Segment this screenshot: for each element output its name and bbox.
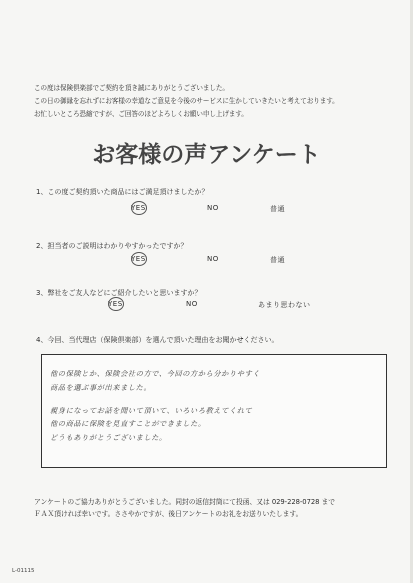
footer-line-2: ＦＡＸ頂ければ幸いです。ささやかですが、後日アンケートのお礼をお送りいたします。 bbox=[34, 510, 303, 518]
intro-line-2: この日の御縁を忘れずにお客様の幸道なご意見を今後のサービスに生かしていきたいと考えております。 bbox=[34, 97, 339, 105]
intro-text bbox=[34, 82, 394, 121]
q1-option-no[interactable]: NO bbox=[207, 204, 219, 212]
question-2: 2、担当者のご説明はわかりやすかったですか？ bbox=[36, 242, 188, 250]
q2-option-no[interactable]: NO bbox=[207, 255, 219, 263]
q3-option-no[interactable]: NO bbox=[186, 300, 198, 308]
question-1: 1、この度ご契約頂いた商品にはご満足頂けましたか？ bbox=[36, 188, 209, 196]
q2-selected-mark bbox=[131, 252, 147, 266]
answer-line-5: どうもありがとうございました。 bbox=[50, 433, 167, 442]
intro-line-3: お忙しいところ恐縮ですが、ご回答のほどよろしくお願い申し上げます。 bbox=[34, 110, 248, 118]
answer-line-3: 親身になってお話を聞いて頂いて、いろいろ教えてくれて bbox=[50, 406, 253, 415]
q3-option-not-really[interactable]: あまり思わない bbox=[258, 301, 311, 309]
question-4: 4、今回、当代理店（保険倶楽部）を選んで頂いた理由をお聞かせください。 bbox=[36, 336, 279, 344]
answer-line-1: 他の保険とか、保険会社の方で、今回の方から分かりやすく bbox=[50, 369, 261, 378]
q1-option-yes[interactable]: YES bbox=[131, 204, 146, 212]
q3-option-yes[interactable]: YES bbox=[108, 300, 123, 308]
q2-option-normal[interactable]: 普通 bbox=[270, 256, 285, 264]
footer-line-1: アンケートのご協力ありがとうございました。同封の返信封筒にて投函、又は 029-228-0728 まで bbox=[34, 498, 335, 506]
footer-text bbox=[34, 496, 404, 520]
question-3: 3、弊社をご友人などにご紹介したいと思いますか？ bbox=[36, 289, 202, 297]
survey-title: お客様の声アンケート bbox=[92, 141, 321, 168]
q3-selected-mark bbox=[108, 297, 124, 311]
form-code: L-01115 bbox=[12, 568, 35, 574]
q2-option-yes[interactable]: YES bbox=[131, 255, 146, 263]
answer-line-4: 他の商品に保険を見直すことができました。 bbox=[50, 419, 206, 428]
intro-line-1: この度は保険倶楽部でご契約を頂き誠にありがとうございました。 bbox=[34, 84, 229, 92]
q1-selected-mark bbox=[131, 201, 147, 215]
answer-box[interactable] bbox=[41, 354, 387, 468]
answer-line-2: 商品を選ぶ事が出来ました。 bbox=[50, 383, 152, 392]
q1-option-normal[interactable]: 普通 bbox=[270, 205, 285, 213]
